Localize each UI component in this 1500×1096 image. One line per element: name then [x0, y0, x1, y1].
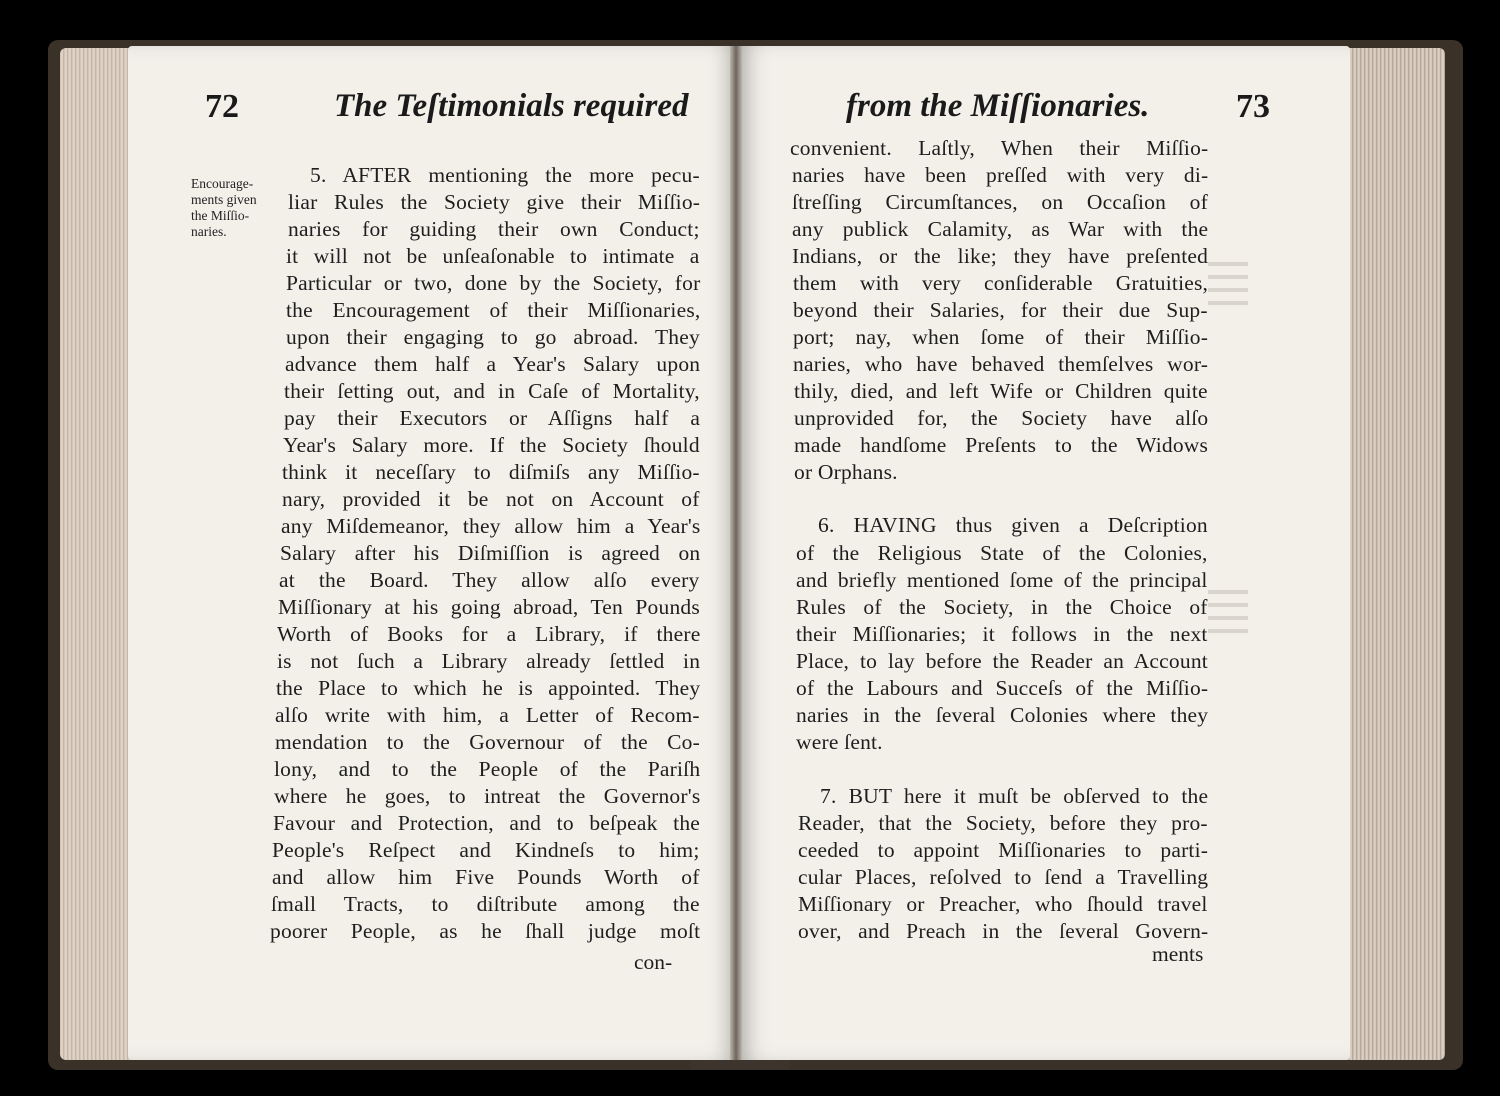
text-line: convenient. Laſtly, When their Miſſio-	[790, 136, 1209, 160]
text-line: thily, died, and left Wife or Children quite	[794, 379, 1208, 403]
text-line: and briefly mentioned ſome of the principal	[796, 568, 1208, 592]
show-through	[1208, 262, 1248, 314]
text-line: Particular or two, done by the Society, for	[286, 271, 701, 295]
text-line: ſmall Tracts, to diſtribute among the	[271, 892, 700, 916]
text-line: Worth of Books for a Library, if there	[277, 622, 701, 646]
text-line: at the Board. They allow alſo every	[279, 568, 700, 592]
running-head-right: from the Miſſionaries.	[846, 88, 1150, 124]
text-line: beyond their Salaries, for their due Sup-	[793, 298, 1208, 322]
text-line: 6. HAVING thus given a Deſcription	[818, 513, 1208, 537]
text-line: ſtreſſing Circumſtances, on Occaſion of	[792, 190, 1208, 214]
page-number-right: 73	[1236, 88, 1270, 125]
text-line: upon their engaging to go abroad. They	[286, 325, 700, 349]
text-line: it will not be unſeaſonable to intimate a	[286, 244, 700, 268]
catchword-right: ments	[1152, 942, 1204, 966]
marginal-note	[191, 176, 257, 240]
text-line: made handſome Preſents to the Widows	[794, 433, 1209, 457]
text-line: naries for guiding their own Conduct;	[288, 217, 700, 241]
text-line: lony, and to the People of the Pariſh	[274, 757, 701, 781]
text-line: Miſſionary at his going abroad, Ten Pounds	[278, 595, 700, 619]
marginal-note-line: the Miſſio-	[191, 208, 250, 223]
text-line: Salary after his Diſmiſſion is agreed on	[280, 541, 701, 565]
text-line: mendation to the Governour of the Co-	[275, 730, 700, 754]
left-page-edges	[60, 48, 134, 1060]
text-line: Miſſionary or Preacher, who ſhould travel	[798, 892, 1208, 916]
text-line: were ſent.	[796, 730, 883, 754]
text-line: poorer People, as he ſhall judge moſt	[270, 919, 701, 943]
text-line: naries, who have behaved themſelves wor-	[793, 352, 1209, 376]
text-line: is not ſuch a Library already ſettled in	[277, 649, 701, 673]
text-line: any Miſdemeanor, they allow him a Year's	[281, 514, 701, 538]
marginal-note-line: naries.	[191, 224, 227, 239]
text-line: or Orphans.	[794, 460, 898, 484]
text-line: advance them half a Year's Salary upon	[285, 352, 701, 376]
text-line: the Encouragement of their Miſſionaries,	[286, 298, 701, 322]
text-line: and allow him Five Pounds Worth of	[272, 865, 700, 889]
marginal-note-line: ments given	[191, 192, 257, 207]
page-number-left: 72	[205, 88, 239, 125]
text-line: Reader, that the Society, before they pro-	[798, 811, 1208, 835]
text-line: their ſetting out, and in Caſe of Mortality,	[284, 379, 700, 403]
text-line: liar Rules the Society give their Miſſio-	[288, 190, 701, 214]
text-line: unprovided for, the Society have alſo	[794, 406, 1209, 430]
right-page-edges	[1345, 48, 1445, 1060]
text-line: where he goes, to intreat the Governor's	[274, 784, 701, 808]
text-line: their Miſſionaries; it follows in the next	[796, 622, 1208, 646]
text-line: ceeded to appoint Miſſionaries to parti-	[798, 838, 1209, 862]
text-line: 7. BUT here it muſt be obſerved to the	[820, 784, 1209, 808]
text-line: naries in the ſeveral Colonies where they	[796, 703, 1209, 727]
text-line: Place, to lay before the Reader an Account	[796, 649, 1208, 673]
text-line: over, and Preach in the ſeveral Govern-	[798, 919, 1209, 943]
text-line: them with very conſiderable Gratuities,	[793, 271, 1209, 295]
text-line: alſo write with him, a Letter of Recom-	[275, 703, 700, 727]
text-line: of the Labours and Succeſs of the Miſſio-	[796, 676, 1209, 700]
text-line: Indians, or the like; they have preſented	[792, 244, 1209, 268]
text-line: Year's Salary more. If the Society ſhould	[283, 433, 700, 457]
marginal-note-line: Encourage-	[191, 176, 254, 191]
gutter	[730, 46, 742, 1060]
text-line: of the Religious State of the Colonies,	[796, 541, 1208, 565]
catchword-left: con-	[634, 950, 673, 974]
text-line: naries have been preſſed with very di-	[792, 163, 1209, 187]
text-line: any publick Calamity, as War with the	[792, 217, 1209, 241]
running-head-left: The Teſtimonials required	[334, 88, 689, 124]
text-line: pay their Executors or Aſſigns half a	[284, 406, 701, 430]
text-line: Favour and Protection, and to beſpeak the	[273, 811, 701, 835]
text-line: cular Places, reſolved to ſend a Travelling	[798, 865, 1209, 889]
text-line: 5. AFTER mentioning the more pecu-	[310, 163, 700, 187]
show-through	[1208, 590, 1248, 642]
text-line: the Place to which he is appointed. They	[276, 676, 701, 700]
text-line: think it neceſſary to diſmiſs any Miſſio-	[282, 460, 700, 484]
text-line: Rules of the Society, in the Choice of	[796, 595, 1208, 619]
text-line: port; nay, when ſome of their Miſſio-	[793, 325, 1209, 349]
text-line: People's Reſpect and Kindneſs to him;	[272, 838, 700, 862]
text-line: nary, provided it be not on Account of	[282, 487, 700, 511]
